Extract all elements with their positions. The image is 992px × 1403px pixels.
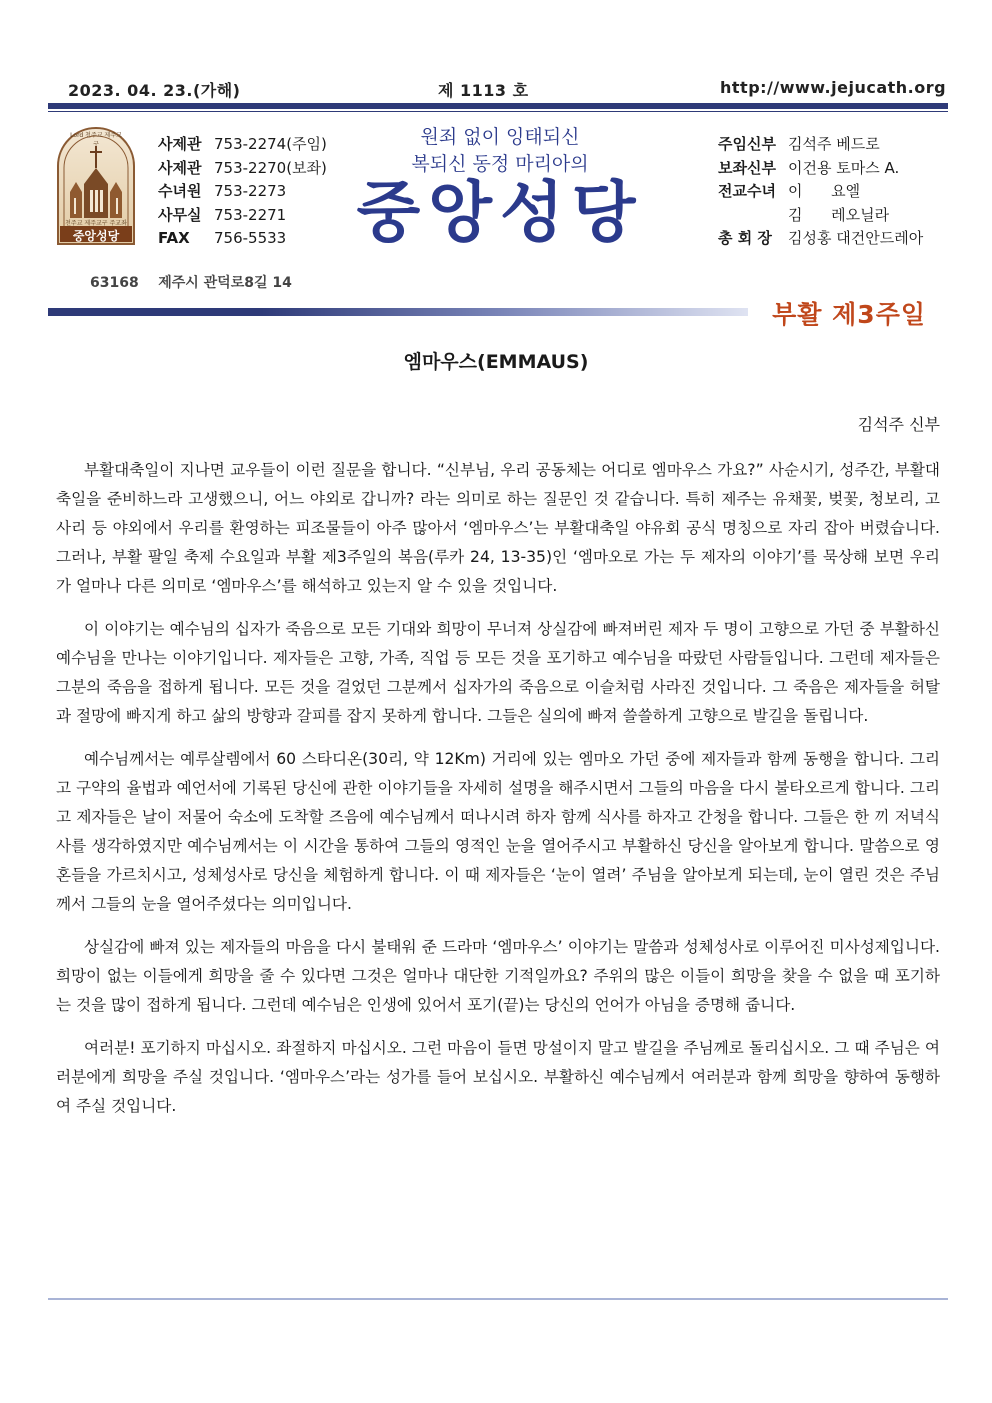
staff-row bbox=[718, 157, 923, 181]
article-paragraph: 예수님께서는 예루살렘에서 60 스타디온(30리, 약 12Km) 거리에 있는 엠마오 가던 중에 제자들과 함께 동행을 합니다. 그리고 구약의 율법과 예언서에 기록된 당신에 관한 이야기들을 자세히 설명을 해주시면서 그들의 마음을 다시 불타오르게 합니다. 그리고 제자들은 날이 저물어 숙소에 도착할 즈음에 예수님께서 떠나시려 하자 함께 식사를 하자고 간청을 합니다. 그들은 한 끼 저녁식사를 생각하였지만 예수님께서는 이 시간을 통하여 그들의 영적인 눈을 열어주시고 부활하신 당신을 알아보게 합니다. 말씀으로 영혼들을 가르치시고, 성체성사로 당신을 체험하게 합니다. 이 때 제자들은 ‘눈이 열려’ 주님을 알아보게 되는데, 눈이 열린 것은 주님께서 그들의 눈을 열어주셨다는 의미입니다. bbox=[56, 750, 940, 913]
staff-row bbox=[718, 227, 923, 251]
staff-role: 전교수녀 bbox=[718, 182, 776, 200]
contact-label: FAX bbox=[158, 229, 190, 247]
article-paragraph: 상실감에 빠져 있는 제자들의 마음을 다시 불태워 준 드라마 ‘엠마우스’ 이야기는 말씀과 성체성사로 이루어진 미사성제입니다. 희망이 없는 이들에게 희망을 줄 수 있다면 그것은 얼마나 대단한 기적일까요? 주위의 많은 이들이 희망을 찾을 수 없을 때 포기하는 것을 많이 접하게 됩니다. 그런데 예수님은 인생에 있어서 포기(끝)는 당신의 언어가 아님을 증명해 줍니다. bbox=[56, 938, 940, 1014]
staff-role: 주임신부 bbox=[718, 135, 776, 153]
issue-number: 제 1113 호 bbox=[438, 81, 529, 100]
contact-number: 753-2270(보좌) bbox=[214, 158, 327, 177]
contact-number: 753-2273 bbox=[214, 182, 287, 200]
contact-label: 수녀원 bbox=[158, 182, 202, 200]
footer-divider bbox=[48, 1298, 948, 1300]
slogan bbox=[350, 124, 650, 178]
staff-name: 김성홍 대건안드레아 bbox=[788, 229, 924, 247]
section-divider bbox=[48, 308, 748, 316]
contact-number: 753-2274(주임) bbox=[214, 135, 327, 153]
staff-name: 김 레오닐라 bbox=[788, 205, 890, 224]
staff-row bbox=[718, 204, 923, 228]
contact-label: 사제관 bbox=[158, 135, 202, 153]
liturgical-sunday: 부활 제3주일 bbox=[772, 300, 926, 329]
article-body bbox=[56, 456, 940, 1135]
contact-label: 사제관 bbox=[158, 158, 202, 177]
article-title: 엠마우스(EMMAUS) bbox=[403, 351, 589, 373]
staff-row bbox=[718, 133, 923, 157]
website-link[interactable]: http://www.jejucath.org bbox=[720, 78, 947, 97]
contact-row bbox=[158, 180, 327, 204]
issue-date: 2023. 04. 23.(가해) bbox=[68, 81, 241, 100]
header-divider-thin bbox=[48, 111, 948, 112]
header-divider bbox=[48, 103, 948, 109]
staff-role: 보좌신부 bbox=[718, 158, 776, 177]
church-address: 63168 제주시 관덕로8길 14 bbox=[90, 275, 292, 291]
slogan-line-1: 원죄 없이 잉태되신 bbox=[420, 126, 580, 148]
article-paragraph: 여러분! 포기하지 마십시오. 좌절하지 마십시오. 그런 마음이 들면 망설이지 말고 발길을 주님께로 돌리십시오. 그 때 주님은 여러분에게 희망을 주실 것입니다. ‘엠마우스’라는 성가를 들어 보십시오. 부활하신 예수님께서 여러분과 함께 희망을 향하여 동행하여 주실 것입니다. bbox=[56, 1039, 940, 1115]
article-paragraph: 부활대축일이 지나면 교우들이 이런 질문을 합니다. “신부님, 우리 공동체는 어디로 엠마우스 가요?” 사순시기, 성주간, 부활대축일을 준비하느라 고생했으니, 어느 야외로 갑니까? 라는 의미로 하는 질문인 것 같습니다. 특히 제주는 유채꽃, 벚꽃, 청보리, 고사리 등 야외에서 우리를 환영하는 피조물들이 아주 많아서 ‘엠마우스’는 부활대축일 야유회 공식 명칭으로 자리 잡아 버렸습니다. 그러나, 부활 팔일 축제 수요일과 부활 제3주일의 복음(루카 24, 13-35)인 ‘엠마오로 가는 두 제자의 이야기’를 묵상해 보면 우리가 얼마나 다른 의미로 ‘엠마우스’를 해석하고 있는지 알 수 있을 것입니다. bbox=[56, 461, 940, 595]
logo-subtext: 천주교 제주교구 주교좌 bbox=[65, 220, 127, 227]
church-name: 중앙성당 bbox=[356, 173, 644, 251]
church-logo bbox=[54, 124, 138, 248]
contact-list bbox=[158, 133, 327, 251]
logo-top-text: Lord 천주교 제주교구 bbox=[70, 132, 122, 148]
contact-number: 756-5533 bbox=[214, 229, 287, 247]
contact-row bbox=[158, 204, 327, 228]
logo-name: 중앙성당 bbox=[72, 229, 120, 243]
contact-row bbox=[158, 157, 327, 181]
contact-row bbox=[158, 133, 327, 157]
contact-row bbox=[158, 227, 327, 251]
article-paragraph: 이 이야기는 예수님의 십자가 죽음으로 모든 기대와 희망이 무너져 상실감에 빠져버린 제자 두 명이 고향으로 가던 중 부활하신 예수님을 만나는 이야기입니다. 제자들은 고향, 가족, 직업 등 모든 것을 포기하고 예수님을 따랐던 사람들입니다. 그런데 제자들은 그분의 죽음을 접하게 됩니다. 모든 것을 걸었던 그분께서 십자가의 죽음으로 이슬처럼 사라진 것입니다. 그 죽음은 제자들을 허탈과 절망에 빠지게 하고 삶의 방향과 갈피를 잡지 못하게 합니다. 그들은 실의에 빠져 쓸쓸하게 고향으로 발길을 돌립니다. bbox=[56, 620, 940, 725]
staff-role: 총 회 장 bbox=[718, 229, 772, 247]
staff-name: 이 요엘 bbox=[788, 182, 861, 200]
staff-list bbox=[718, 133, 923, 251]
contact-number: 753-2271 bbox=[214, 205, 287, 224]
contact-label: 사무실 bbox=[158, 205, 202, 224]
slogan-line-2: 복되신 동정 마리아의 bbox=[411, 153, 589, 175]
article-author: 김석주 신부 bbox=[857, 415, 940, 434]
staff-name: 이건용 토마스 A. bbox=[788, 158, 900, 177]
staff-name: 김석주 베드로 bbox=[788, 135, 880, 153]
staff-row bbox=[718, 180, 923, 204]
